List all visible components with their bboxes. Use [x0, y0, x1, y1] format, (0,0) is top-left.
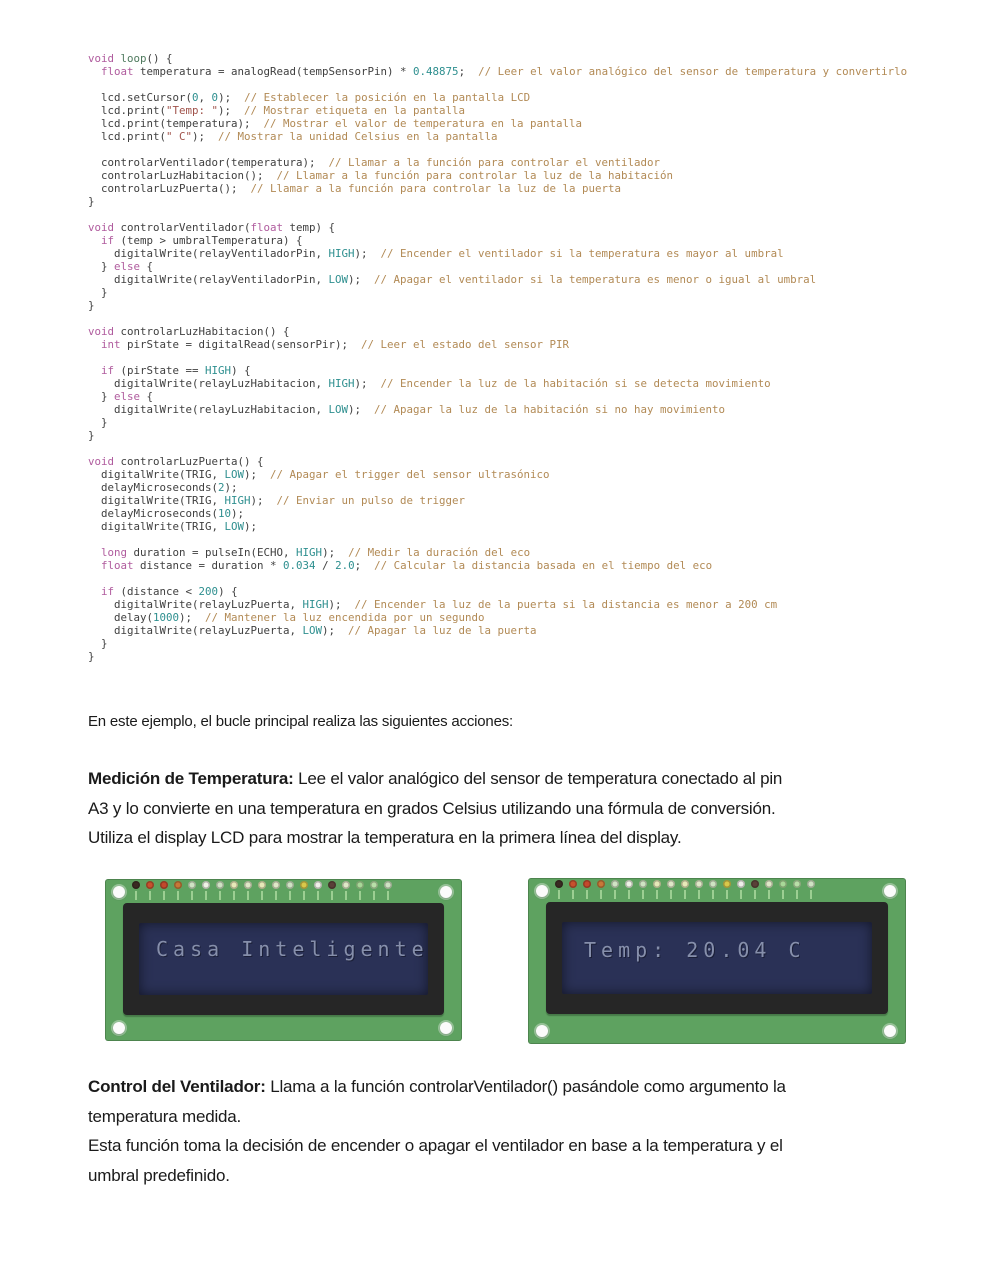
code-line: }: [88, 286, 108, 299]
code-line: lcd.print("Temp: "); // Mostrar etiqueta en la pantalla: [88, 104, 466, 117]
code-line: delayMicroseconds(10);: [88, 507, 245, 520]
code-line: }: [88, 299, 95, 312]
pin-dot: [300, 881, 308, 889]
text-line: umbral predefinido.: [88, 1165, 230, 1185]
pin-dot: [695, 880, 703, 888]
pin-label-mark: [342, 891, 350, 900]
text-line: Esta función toma la decisión de encender o apagar el ventilador en base a la temperatura y el: [88, 1136, 783, 1155]
code-line: long duration = pulseIn(ECHO, HIGH); // Medir la duración del eco: [101, 546, 531, 559]
pin-dot: [625, 880, 633, 888]
mounting-hole: [440, 1022, 452, 1034]
code-line: }: [88, 416, 108, 429]
code-line: digitalWrite(relayVentiladorPin, LOW); // Apagar el ventilador si la temperatura es menor o igual al umbral: [88, 273, 817, 286]
pin-label-mark: [807, 890, 815, 899]
pin-label-mark: [146, 891, 154, 900]
pin-label-mark: [709, 890, 717, 899]
code-line: digitalWrite(TRIG, LOW);: [88, 520, 258, 533]
fan-control-paragraph: [88, 1072, 786, 1190]
code-line: delay(1000); // Mantener la luz encendida por un segundo: [88, 611, 485, 624]
code-line: float temperatura = analogRead(tempSensorPin) * 0.48875; // Leer el valor analógico del sensor de temperatura y convertirlo: [101, 65, 908, 78]
pin-dot: [174, 881, 182, 889]
lcd-display-casa-inteligente: [105, 879, 462, 1041]
code-line: } else {: [88, 390, 154, 403]
code-line: [88, 533, 958, 546]
pin-label-mark: [314, 891, 322, 900]
mounting-hole: [536, 885, 548, 897]
code-line: float distance = duration * 0.034 / 2.0; // Calcular la distancia basada en el tiempo del eco: [101, 559, 713, 572]
pin-dot: [188, 881, 196, 889]
code-line: void controlarVentilador(float temp) {: [88, 221, 336, 234]
pin-label-mark: [132, 891, 140, 900]
pin-dot: [723, 880, 731, 888]
pin-dot: [370, 881, 378, 889]
pin-dot: [793, 880, 801, 888]
text-line: A3 y lo convierte en una temperatura en grados Celsius utilizando una fórmula de conversión.: [88, 798, 776, 818]
pin-dot: [314, 881, 322, 889]
code-line: lcd.print(" C"); // Mostrar la unidad Celsius en la pantalla: [88, 130, 498, 143]
pin-dot: [639, 880, 647, 888]
pin-label-mark: [216, 891, 224, 900]
pin-dot: [244, 881, 252, 889]
code-line: }: [88, 650, 95, 663]
code-line: lcd.setCursor(0, 0); // Establecer la posición en la pantalla LCD: [88, 91, 531, 104]
code-line: void loop() {: [88, 52, 173, 65]
code-line: if (pirState == HIGH) {: [101, 364, 251, 377]
text-line: Medición de Temperatura: Lee el valor analógico del sensor de temperatura conectado al pin: [88, 769, 783, 788]
code-line: lcd.print(temperatura); // Mostrar el valor de temperatura en la pantalla: [88, 117, 583, 130]
pin-dot: [653, 880, 661, 888]
pin-label-mark: [779, 890, 787, 899]
pin-label-mark: [300, 891, 308, 900]
pin-label-mark: [793, 890, 801, 899]
code-line: void controlarLuzPuerta() {: [88, 455, 264, 468]
temperature-paragraph: [88, 764, 782, 853]
pin-dot: [216, 881, 224, 889]
code-line: }: [88, 429, 95, 442]
mounting-hole: [536, 1025, 548, 1037]
pin-label-mark: [174, 891, 182, 900]
mounting-hole: [884, 1025, 896, 1037]
mounting-hole: [440, 886, 452, 898]
pin-dot: [384, 881, 392, 889]
pin-label-mark: [370, 891, 378, 900]
text-line: Utiliza el display LCD para mostrar la temperatura en la primera línea del display.: [88, 828, 682, 847]
pin-label-mark: [681, 890, 689, 899]
pin-label-mark: [230, 891, 238, 900]
code-line: controlarLuzHabitacion(); // Llamar a la función para controlar la luz de la habitación: [88, 169, 674, 182]
pin-dot: [230, 881, 238, 889]
pin-label-mark: [695, 890, 703, 899]
intro-paragraph: [88, 708, 513, 736]
arduino-code-block: [88, 52, 958, 663]
code-line: if (temp > umbralTemperatura) {: [101, 234, 303, 247]
text-line: En este ejemplo, el bucle principal realiza las siguientes acciones:: [88, 713, 513, 730]
pin-labels: [132, 891, 392, 900]
pin-dot: [765, 880, 773, 888]
mounting-hole: [884, 885, 896, 897]
pin-label-mark: [286, 891, 294, 900]
code-line: [88, 143, 958, 156]
pin-dot: [751, 880, 759, 888]
pin-dot: [611, 880, 619, 888]
pin-label-mark: [258, 891, 266, 900]
pin-dot: [286, 881, 294, 889]
lcd-screen-text: Temp: 20.04 C: [584, 938, 806, 962]
text-line: Control del Ventilador: Llama a la función controlarVentilador() pasándole como argumento la: [88, 1077, 786, 1096]
pin-label-mark: [202, 891, 210, 900]
pin-dot: [132, 881, 140, 889]
lcd-bezel: [546, 902, 888, 1014]
pin-dot: [272, 881, 280, 889]
pin-label-mark: [356, 891, 364, 900]
text-line: temperatura medida.: [88, 1106, 242, 1126]
mounting-hole: [113, 1022, 125, 1034]
code-line: digitalWrite(relayLuzPuerta, LOW); // Apagar la luz de la puerta: [88, 624, 537, 637]
code-line: } else {: [88, 260, 154, 273]
code-line: digitalWrite(relayVentiladorPin, HIGH); // Encender el ventilador si la temperatura es mayor al umbral: [88, 247, 784, 260]
code-line: }: [88, 637, 108, 650]
pin-dot: [555, 880, 563, 888]
code-line: digitalWrite(relayLuzHabitacion, LOW); // Apagar la luz de la habitación si no hay movimiento: [88, 403, 726, 416]
pin-label-mark: [625, 890, 633, 899]
pin-dot: [667, 880, 675, 888]
pin-label-mark: [160, 891, 168, 900]
code-line: [88, 208, 958, 221]
pin-label-mark: [597, 890, 605, 899]
pin-label-mark: [272, 891, 280, 900]
pin-label-mark: [569, 890, 577, 899]
pin-dot: [709, 880, 717, 888]
pin-label-mark: [737, 890, 745, 899]
pin-dot: [146, 881, 154, 889]
pin-label-mark: [765, 890, 773, 899]
lcd-display-temperature: [528, 878, 906, 1044]
pin-label-mark: [583, 890, 591, 899]
pin-label-mark: [751, 890, 759, 899]
code-line: [88, 442, 958, 455]
pin-dot: [569, 880, 577, 888]
pin-dot: [737, 880, 745, 888]
pin-dot: [328, 881, 336, 889]
code-line: digitalWrite(TRIG, LOW); // Apagar el trigger del sensor ultrasónico: [88, 468, 550, 481]
code-line: [88, 351, 958, 364]
pin-label-mark: [653, 890, 661, 899]
pin-dot: [202, 881, 210, 889]
lcd-bezel: [123, 903, 444, 1015]
pin-label-mark: [555, 890, 563, 899]
pin-dot: [356, 881, 364, 889]
pin-label-mark: [384, 891, 392, 900]
lcd-screen-text: Casa Inteligente: [156, 937, 429, 961]
code-line: digitalWrite(TRIG, HIGH); // Enviar un pulso de trigger: [88, 494, 466, 507]
code-line: controlarLuzPuerta(); // Llamar a la función para controlar la luz de la puerta: [88, 182, 622, 195]
pin-dot: [807, 880, 815, 888]
pin-label-mark: [244, 891, 252, 900]
pin-label-mark: [639, 890, 647, 899]
code-line: digitalWrite(relayLuzPuerta, HIGH); // Encender la luz de la puerta si la distancia es menor a 200 cm: [88, 598, 778, 611]
pin-header: [132, 881, 392, 889]
pin-dot: [779, 880, 787, 888]
pin-label-mark: [723, 890, 731, 899]
mounting-hole: [113, 886, 125, 898]
code-line: [88, 312, 958, 325]
pin-label-mark: [611, 890, 619, 899]
pin-dot: [342, 881, 350, 889]
pin-dot: [583, 880, 591, 888]
lcd-screen: [562, 922, 872, 994]
pin-dot: [258, 881, 266, 889]
code-line: controlarVentilador(temperatura); // Llamar a la función para controlar el ventilador: [88, 156, 661, 169]
code-line: void controlarLuzHabitacion() {: [88, 325, 290, 338]
code-line: [88, 78, 958, 91]
pin-header: [555, 880, 815, 888]
pin-label-mark: [667, 890, 675, 899]
code-line: }: [88, 195, 95, 208]
lcd-screen: [139, 923, 428, 995]
code-line: [88, 572, 958, 585]
pin-label-mark: [328, 891, 336, 900]
code-line: delayMicroseconds(2);: [88, 481, 238, 494]
pin-label-mark: [188, 891, 196, 900]
pin-dot: [681, 880, 689, 888]
pin-dot: [160, 881, 168, 889]
pin-labels: [555, 890, 815, 899]
code-line: digitalWrite(relayLuzHabitacion, HIGH); // Encender la luz de la habitación si se detecta movimiento: [88, 377, 771, 390]
code-line: int pirState = digitalRead(sensorPir); // Leer el estado del sensor PIR: [101, 338, 570, 351]
code-line: if (distance < 200) {: [101, 585, 238, 598]
pin-dot: [597, 880, 605, 888]
